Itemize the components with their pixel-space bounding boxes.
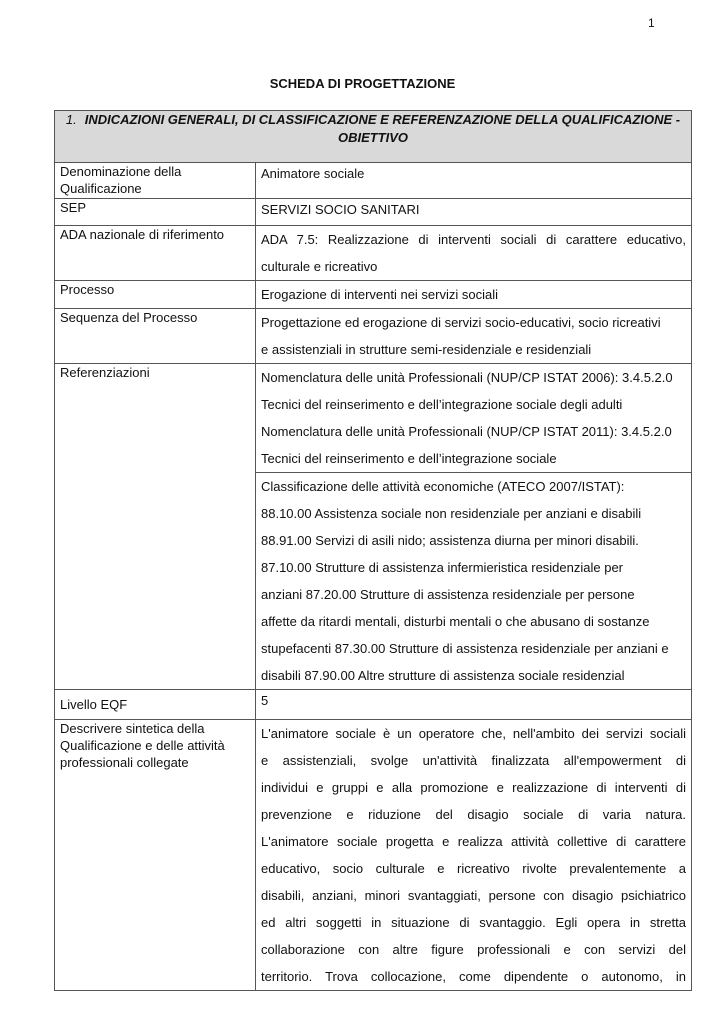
ada-line: culturale e ricreativo bbox=[261, 259, 378, 274]
ateco-line: 87.10.00 Strutture di assistenza infermieristica residenziale per bbox=[261, 560, 624, 575]
ateco-line: Classificazione delle attività economiche (ATECO 2007/ISTAT): bbox=[261, 479, 625, 494]
label-processo: Processo bbox=[55, 281, 256, 309]
value-processo: Erogazione di interventi nei servizi sociali bbox=[256, 281, 692, 309]
section-title: INDICAZIONI GENERALI, DI CLASSIFICAZIONE E REFERENZAZIONE DELLA QUALIFICAZIONE - OBIETTIVO bbox=[84, 112, 681, 145]
label-sep: SEP bbox=[55, 199, 256, 226]
section-header bbox=[55, 111, 692, 163]
descrizione-line: prevenzione e riduzione del disagio sociale di varia natura. bbox=[261, 807, 686, 822]
ateco-line: disabili 87.90.00 Altre strutture di assistenza sociale residenzial bbox=[261, 668, 625, 683]
nup-line: Tecnici del reinserimento e dell’integrazione sociale bbox=[261, 451, 557, 466]
label-sequenza: Sequenza del Processo bbox=[55, 309, 256, 364]
row-denominazione bbox=[55, 163, 692, 199]
value-descrizione bbox=[256, 720, 692, 991]
row-ada bbox=[55, 226, 692, 281]
page-number: 1 bbox=[648, 16, 655, 30]
value-eqf: 5 bbox=[256, 690, 692, 720]
row-descrizione bbox=[55, 720, 692, 991]
ada-line: ADA 7.5: Realizzazione di interventi sociali di carattere educativo, bbox=[261, 232, 686, 247]
ateco-line: affette da ritardi mentali, disturbi mentali o che abusano di sostanze bbox=[261, 614, 650, 629]
descrizione-line: L'animatore sociale è un operatore che, nell'ambito dei servizi sociali bbox=[261, 726, 686, 741]
label-referenziazioni: Referenziazioni bbox=[55, 364, 256, 690]
row-sep bbox=[55, 199, 692, 226]
label-denominazione: Denominazione della Qualificazione bbox=[55, 163, 256, 199]
row-processo bbox=[55, 281, 692, 309]
section-number: 1. bbox=[65, 112, 77, 127]
descrizione-line: territorio. Trova collocazione, come dipendente o autonomo, in bbox=[261, 969, 686, 984]
sequenza-line: e assistenziali in strutture semi-residenziale e residenziali bbox=[261, 342, 592, 357]
descrizione-line: e assistenziali, svolge un'attività finalizzata all'empowerment di bbox=[261, 753, 686, 768]
value-ada bbox=[256, 226, 692, 281]
nup-line: Nomenclatura delle unità Professionali (NUP/CP ISTAT 2006): 3.4.5.2.0 bbox=[261, 370, 673, 385]
value-sequenza bbox=[256, 309, 692, 364]
descrizione-line: L'animatore sociale progetta e realizza attività collettive di carattere bbox=[261, 834, 686, 849]
descrizione-line: educativo, socio culturale e ricreativo rivolte prevalentemente a bbox=[261, 861, 686, 876]
label-eqf: Livello EQF bbox=[55, 690, 256, 720]
descrizione-line: collaborazione con altre figure professionali e con servizi del bbox=[261, 942, 686, 957]
value-ateco bbox=[256, 473, 692, 690]
nup-line: Tecnici del reinserimento e dell’integrazione sociale degli adulti bbox=[261, 397, 623, 412]
label-descrizione: Descrivere sintetica della Qualificazione e delle attività professionali collegate bbox=[55, 720, 256, 991]
row-sequenza bbox=[55, 309, 692, 364]
document-title: SCHEDA DI PROGETTAZIONE bbox=[269, 76, 456, 91]
label-ada: ADA nazionale di riferimento bbox=[55, 226, 256, 281]
ateco-line: stupefacenti 87.30.00 Strutture di assistenza residenziale per anziani e bbox=[261, 641, 669, 656]
descrizione-line: individui e gruppi e alla promozione e realizzazione di interventi di bbox=[261, 780, 686, 795]
sequenza-line: Progettazione ed erogazione di servizi socio-educativi, socio ricreativi bbox=[261, 315, 661, 330]
ateco-line: anziani 87.20.00 Strutture di assistenza residenziale per persone bbox=[261, 587, 635, 602]
ateco-line: 88.10.00 Assistenza sociale non residenziale per anziani e disabili bbox=[261, 506, 642, 521]
section-header-row bbox=[55, 111, 692, 163]
value-denominazione: Animatore sociale bbox=[256, 163, 692, 199]
descrizione-line: disabili, anziani, minori svantaggiati, persone con disagio psichiatrico bbox=[261, 888, 686, 903]
value-sep: SERVIZI SOCIO SANITARI bbox=[256, 199, 692, 226]
ateco-line: 88.91.00 Servizi di asili nido; assistenza diurna per minori disabili. bbox=[261, 533, 639, 548]
value-nup bbox=[256, 364, 692, 473]
qualification-table bbox=[54, 110, 692, 991]
nup-line: Nomenclatura delle unità Professionali (NUP/CP ISTAT 2011): 3.4.5.2.0 bbox=[261, 424, 672, 439]
row-referenziazioni-nup bbox=[55, 364, 692, 473]
row-eqf bbox=[55, 690, 692, 720]
descrizione-line: ed altri soggetti in situazione di svantaggio. Egli opera in stretta bbox=[261, 915, 686, 930]
